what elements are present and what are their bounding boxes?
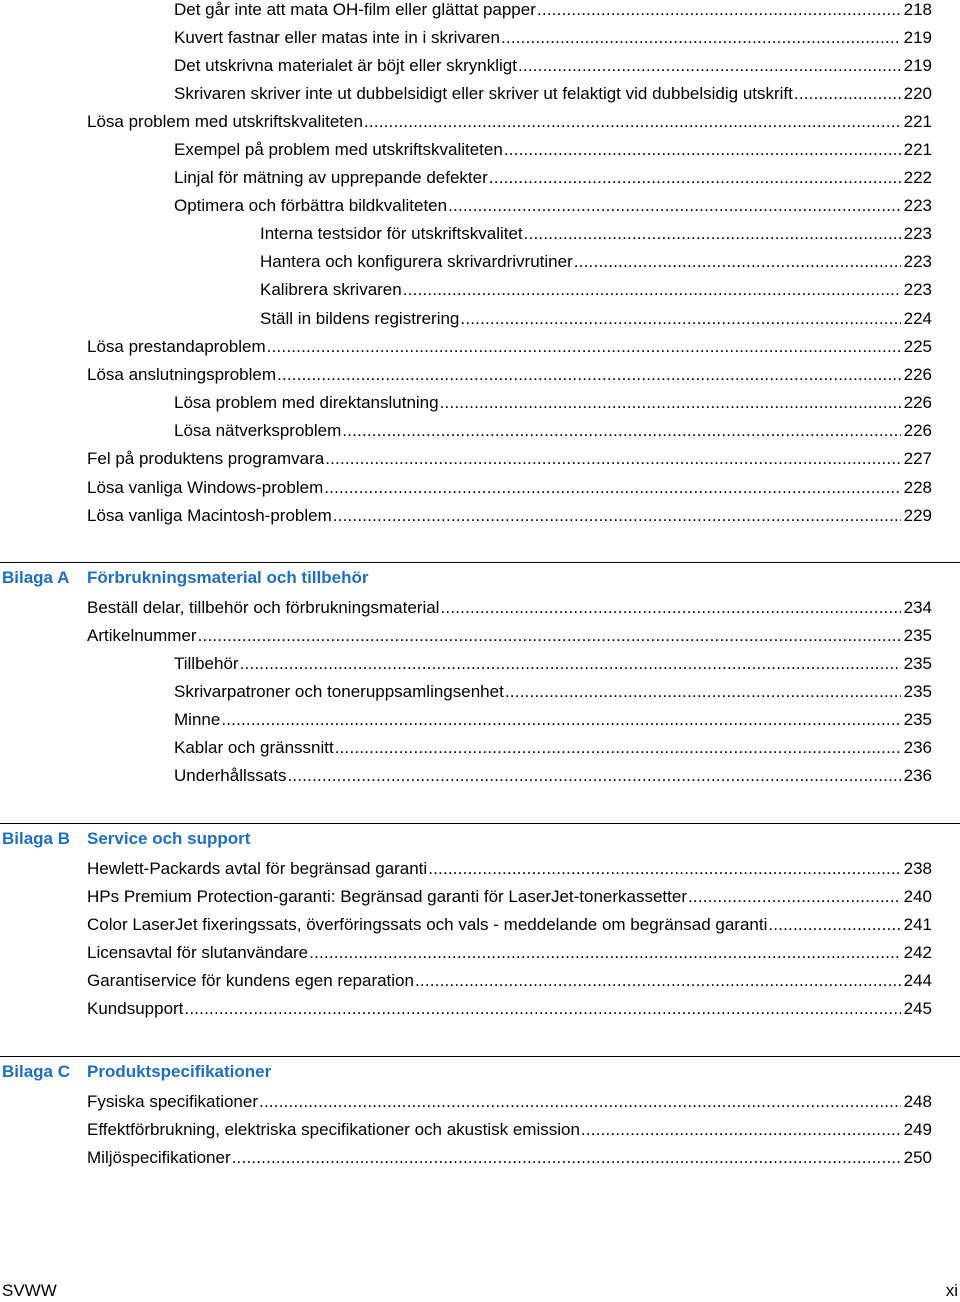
dot-leader	[505, 680, 901, 704]
toc-entry[interactable]	[174, 82, 932, 106]
appendix-heading[interactable]	[0, 565, 960, 591]
toc-entry-page: 234	[903, 598, 932, 617]
toc-entry[interactable]	[87, 913, 932, 937]
toc-entry-page: 236	[903, 766, 932, 785]
dot-leader	[221, 708, 900, 732]
toc-entry-title: Color LaserJet fixeringssats, överföringssats och vals - meddelande om begränsad garanti	[87, 915, 768, 934]
toc-entry[interactable]	[87, 941, 932, 965]
toc-entry-page: 242	[903, 943, 932, 962]
appendix-label: Bilaga B	[2, 829, 71, 848]
dot-leader	[309, 941, 900, 965]
toc-entry-page: 219	[903, 28, 932, 47]
toc-entry[interactable]	[260, 278, 932, 302]
dot-leader	[240, 652, 901, 676]
toc-entry-title: Lösa problem med direktanslutning	[174, 393, 439, 412]
toc-entry-page: 221	[903, 140, 932, 159]
dot-leader	[504, 138, 901, 162]
footer-label: SVWW	[2, 1281, 57, 1300]
appendix-heading[interactable]	[0, 826, 960, 852]
toc-entry[interactable]	[87, 885, 932, 909]
toc-entry-page: 225	[903, 337, 932, 356]
toc-entry-page: 238	[903, 859, 932, 878]
toc-entry-title: Licensavtal för slutanvändare	[87, 943, 309, 962]
toc-entry-title: Skrivarpatroner och toneruppsamlingsenhet	[174, 682, 504, 701]
dot-leader	[232, 1146, 901, 1170]
dot-leader	[333, 504, 901, 528]
dot-leader	[448, 194, 901, 218]
toc-entry-title: Kablar och gränssnitt	[174, 738, 334, 757]
toc-entry-title: Kalibrera skrivaren	[260, 280, 402, 299]
toc-entry-title: Artikelnummer	[87, 626, 197, 645]
toc-entry[interactable]	[87, 476, 932, 500]
toc-entry[interactable]	[174, 138, 932, 162]
toc-entry-title: Lösa vanliga Windows-problem	[87, 478, 324, 497]
section-divider	[0, 1056, 960, 1057]
dot-leader	[489, 166, 901, 190]
toc-entry[interactable]	[174, 652, 932, 676]
dot-leader	[335, 736, 901, 760]
toc-entry-page: 245	[903, 999, 932, 1018]
toc-entry-page: 218	[903, 0, 932, 19]
toc-entry-page: 226	[903, 421, 932, 440]
toc-entry-page: 229	[903, 506, 932, 525]
toc-entry-title: Kuvert fastnar eller matas inte in i skrivaren	[174, 28, 500, 47]
section-divider	[0, 562, 960, 563]
appendix-title: Service och support	[87, 829, 251, 848]
toc-entry-title: Hewlett-Packards avtal för begränsad garanti	[87, 859, 428, 878]
toc-entry[interactable]	[174, 166, 932, 190]
toc-entry-page: 219	[903, 56, 932, 75]
toc-entry-page: 240	[903, 887, 932, 906]
toc-entry-title: HPs Premium Protection-garanti: Begränsad garanti för LaserJet-tonerkassetter	[87, 887, 687, 906]
toc-entry[interactable]	[87, 596, 932, 620]
toc-entry-title: Minne	[174, 710, 221, 729]
toc-entry-title: Underhållssats	[174, 766, 287, 785]
toc-entry-title: Tillbehör	[174, 654, 239, 673]
toc-entry[interactable]	[174, 680, 932, 704]
dot-leader	[688, 885, 901, 909]
toc-entry-page: 220	[903, 84, 932, 103]
appendix-heading[interactable]	[0, 1059, 960, 1085]
toc-entry-page: 236	[903, 738, 932, 757]
toc-entry-title: Skrivaren skriver inte ut dubbelsidigt eller skriver ut felaktigt vid dubbelsidig utskrift	[174, 84, 793, 103]
toc-entry-page: 235	[903, 626, 932, 645]
toc-entry-title: Ställ in bildens registrering	[260, 309, 460, 328]
toc-entry[interactable]	[174, 26, 932, 50]
toc-entry[interactable]	[260, 222, 932, 246]
dot-leader	[518, 54, 901, 78]
toc-entry-page: 227	[903, 449, 932, 468]
appendix-title: Förbrukningsmaterial och tillbehör	[87, 568, 369, 587]
dot-leader	[325, 447, 900, 471]
dot-leader	[574, 250, 901, 274]
toc-entry-title: Fel på produktens programvara	[87, 449, 325, 468]
toc-entry[interactable]	[87, 1118, 932, 1142]
toc-entry-page: 226	[903, 365, 932, 384]
toc-entry-title: Exempel på problem med utskriftskvaliteten	[174, 140, 503, 159]
toc-entry-title: Effektförbrukning, elektriska specifikationer och akustisk emission	[87, 1120, 580, 1139]
toc-entry[interactable]	[174, 391, 932, 415]
dot-leader	[440, 391, 901, 415]
toc-entry-page: 235	[903, 682, 932, 701]
toc-entry-page: 223	[903, 280, 932, 299]
toc-entry[interactable]	[174, 708, 932, 732]
toc-entry[interactable]	[174, 736, 932, 760]
toc-entry-page: 223	[903, 196, 932, 215]
toc-entry-page: 223	[903, 224, 932, 243]
toc-entry-page: 235	[903, 710, 932, 729]
dot-leader	[794, 82, 901, 106]
toc-entry[interactable]	[87, 997, 932, 1021]
toc-entry[interactable]	[87, 110, 932, 134]
dot-leader	[403, 278, 901, 302]
toc-entry-title: Interna testsidor för utskriftskvalitet	[260, 224, 523, 243]
dot-leader	[768, 913, 900, 937]
dot-leader	[287, 764, 900, 788]
toc-entry-page: 223	[903, 252, 932, 271]
toc-entry[interactable]	[87, 447, 932, 471]
dot-leader	[581, 1118, 901, 1142]
toc-entry[interactable]	[87, 624, 932, 648]
dot-leader	[259, 1090, 901, 1114]
dot-leader	[198, 624, 901, 648]
dot-leader	[428, 857, 900, 881]
dot-leader	[324, 476, 900, 500]
toc-entry-title: Lösa prestandaproblem	[87, 337, 266, 356]
appendix-title: Produktspecifikationer	[87, 1062, 272, 1081]
section-divider	[0, 823, 960, 824]
toc-entry-page: 222	[903, 168, 932, 187]
toc-entry-title: Optimera och förbättra bildkvaliteten	[174, 196, 448, 215]
toc-entry-title: Det utskrivna materialet är böjt eller skrynkligt	[174, 56, 517, 75]
toc-entry[interactable]	[87, 969, 932, 993]
toc-entry[interactable]	[260, 307, 932, 331]
toc-entry-title: Beställ delar, tillbehör och förbrukningsmaterial	[87, 598, 440, 617]
toc-entry[interactable]	[174, 0, 932, 22]
dot-leader	[460, 307, 900, 331]
toc-entry[interactable]	[260, 250, 932, 274]
dot-leader	[524, 222, 901, 246]
dot-leader	[277, 363, 901, 387]
toc-entry-page: 241	[903, 915, 932, 934]
toc-entry-page: 249	[903, 1120, 932, 1139]
toc-entry-page: 228	[903, 478, 932, 497]
toc-entry-title: Lösa problem med utskriftskvaliteten	[87, 112, 363, 131]
dot-leader	[440, 596, 900, 620]
appendix-label: Bilaga C	[2, 1062, 71, 1081]
dot-leader	[342, 419, 900, 443]
toc-entry-title: Lösa vanliga Macintosh-problem	[87, 506, 332, 525]
toc-entry-title: Garantiservice för kundens egen reparation	[87, 971, 414, 990]
dot-leader	[415, 969, 901, 993]
toc-entry[interactable]	[174, 419, 932, 443]
toc-entry-title: Lösa nätverksproblem	[174, 421, 342, 440]
toc-entry-page: 226	[903, 393, 932, 412]
dot-leader	[184, 997, 900, 1021]
toc-entry-page: 224	[903, 309, 932, 328]
toc-entry-page: 244	[903, 971, 932, 990]
toc-entry[interactable]	[174, 54, 932, 78]
toc-entry-title: Fysiska specifikationer	[87, 1092, 259, 1111]
toc-entry-page: 248	[903, 1092, 932, 1111]
toc-entry-page: 250	[903, 1148, 932, 1167]
toc-entry[interactable]	[87, 857, 932, 881]
toc-entry-title: Hantera och konfigurera skrivardrivrutiner	[260, 252, 573, 271]
page-number: xi	[945, 1281, 958, 1300]
toc-entry[interactable]	[87, 335, 932, 359]
toc-entry[interactable]	[87, 1146, 932, 1170]
toc-entry-title: Linjal för mätning av upprepande defekter	[174, 168, 488, 187]
dot-leader	[501, 26, 901, 50]
toc-entry[interactable]	[87, 504, 932, 528]
toc-entry-title: Kundsupport	[87, 999, 184, 1018]
dot-leader	[364, 110, 901, 134]
appendix-label: Bilaga A	[2, 568, 70, 587]
toc-entry-title: Lösa anslutningsproblem	[87, 365, 277, 384]
toc-entry-title: Miljöspecifikationer	[87, 1148, 231, 1167]
toc-entry[interactable]	[87, 1090, 932, 1114]
toc-entry[interactable]	[174, 764, 932, 788]
toc-entry-page: 235	[903, 654, 932, 673]
toc-entry[interactable]	[87, 363, 932, 387]
dot-leader	[267, 335, 901, 359]
dot-leader	[537, 0, 901, 22]
toc-entry-title: Det går inte att mata OH-film eller glättat papper	[174, 0, 536, 19]
toc-entry-page: 221	[903, 112, 932, 131]
toc-entry[interactable]	[174, 194, 932, 218]
